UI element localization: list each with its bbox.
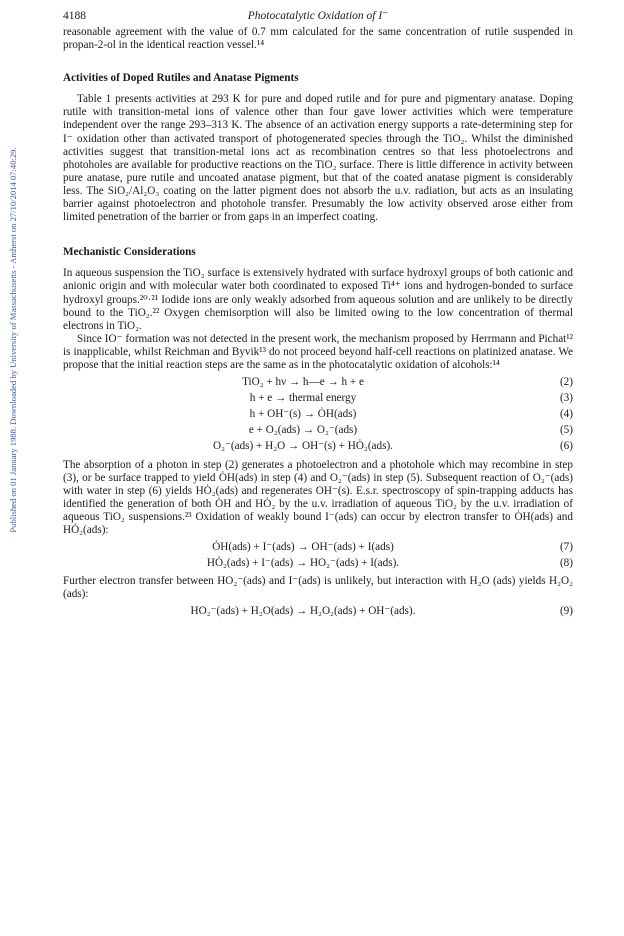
equation-expression: ȮH(ads) + I⁻(ads) → OH⁻(ads) + I(ads) [212, 541, 394, 554]
equation-expression: O₂⁻(ads) + H₂O → OH⁻(s) + HȮ₂(ads). [213, 440, 393, 453]
equation-number: (4) [559, 408, 573, 421]
paragraph-4: Since IO⁻ formation was not detected in the present work, the mechanism proposed by Herrmann and Pichat¹² is inapplicable, whilst Reichman and Byvik¹³ do not proceed beyond half-cell reactions on platinized anatase. We propose that the initial reaction steps are the same as in the photocatalytic oxidation of alcohols:¹⁴ [63, 332, 573, 371]
equation-8 [63, 557, 573, 570]
equation-6 [63, 440, 573, 453]
equation-number: (3) [559, 392, 573, 405]
equation-number: (5) [559, 424, 573, 437]
section-heading-mechanistic: Mechanistic Considerations [63, 246, 196, 259]
equation-group-c [63, 605, 573, 618]
paragraph-6: Further electron transfer between HO₂⁻(ads) and I⁻(ads) is unlikely, but interaction with H₂O (ads) yields H₂O₂ (ads): [63, 575, 573, 601]
download-watermark-text: Published on 01 January 1988. Downloaded by University of Massachusetts - Amherst on 27/10/2014 07:40:29. [8, 147, 18, 533]
page-header [63, 8, 573, 26]
equation-expression: TiO₂ + hν → h—e → h + e [242, 376, 364, 389]
running-title: Photocatalytic Oxidation of I⁻ [247, 10, 389, 22]
paragraph-5: The absorption of a photon in step (2) generates a photoelectron and a photohole which may recombine in step (3), or be surface trapped to yield ȮH(ads) in step (4) and O₂⁻(ads) in step (5). Subsequent reaction of O₂⁻(ads) with water in step (6) yields HȮ₂(ads) and regenerates OH⁻(s). E.s.r. spectroscopy of spin-trapping adducts has identified the generation of both ȮH and HȮ₂ by the u.v. irradiation of aqueous TiO₂ by the u.v. irradiation of aqueous TiO₂ suspensions.²³ Oxidation of weakly bound I⁻(ads) can occur by electron transfer to ȮH(ads) and HȮ₂(ads): [63, 458, 573, 536]
download-watermark [6, 80, 20, 600]
paragraph-3: In aqueous suspension the TiO₂ surface is extensively hydrated with surface hydroxyl groups of both cationic and anionic origin and with molecular water both coordinated to exposed Ti⁴⁺ ions and hydrogen-bonded to surface hydroxyl groups.²⁰·²¹ Iodide ions are only weakly adsorbed from aqueous solution and are unlikely to be directly bound to the TiO₂.²² Oxygen chemisorption will also be limited owing to the low concentration of thermal electrons in TiO₂. [63, 267, 573, 332]
equation-expression: h + OH⁻(s) → ȮH(ads) [249, 408, 357, 421]
page-number: 4188 [63, 10, 86, 22]
equation-expression: HȮ₂(ads) + I⁻(ads) → HO₂⁻(ads) + I(ads). [206, 557, 400, 570]
equation-number: (2) [559, 376, 573, 389]
equation-group-a [63, 376, 573, 453]
paragraph-1: reasonable agreement with the value of 0.7 mm calculated for the same concentration of rutile suspended in propan-2-ol in the identical reaction vessel.¹⁴ [63, 26, 573, 52]
equation-expression: h + e → thermal energy [249, 392, 357, 405]
equation-4 [63, 408, 573, 421]
equation-7 [63, 541, 573, 554]
equation-group-b [63, 541, 573, 570]
paper-page [63, 8, 573, 624]
paragraph-2: Table 1 presents activities at 293 K for pure and doped rutile and for pure and pigmentary anatase. Doping rutile with transition-metal ions of valence other than four gave lower activities which were temperature independent over the range 293–313 K. The absence of an activation energy supports a rate-determining step for I⁻ oxidation other than activated transport of photogenerated species through the TiO₂. Whilst the diminished activities suggest that transition-metal ions act as recombination centres so that less photoelectrons and photoholes are available for productive reactions on the TiO₂ surface. There is little difference in activity between pure anatase, pure rutile and uncoated anatase pigment, but that of the coated anatase pigment is considerably less. The SiO₂/Al₂O₃ coating on the latter pigment does not absorb the u.v. radiation, but acts as an insulating barrier against photoelectron and photohole transfer. Presumably the low activity observed arose either from limited penetration of the barrier or from gaps in an imperfect coating. [63, 93, 573, 224]
equation-2 [63, 376, 573, 389]
equation-expression: HO₂⁻(ads) + H₂O(ads) → H₂O₂(ads) + OH⁻(ads). [190, 605, 416, 618]
equation-number: (9) [559, 605, 573, 618]
equation-number: (7) [559, 541, 573, 554]
equation-9 [63, 605, 573, 618]
equation-number: (8) [559, 557, 573, 570]
equation-3 [63, 392, 573, 405]
section-heading-activities: Activities of Doped Rutiles and Anatase Pigments [63, 72, 299, 85]
equation-expression: e + O₂(ads) → O₂⁻(ads) [248, 424, 358, 437]
equation-5 [63, 424, 573, 437]
equation-number: (6) [559, 440, 573, 453]
